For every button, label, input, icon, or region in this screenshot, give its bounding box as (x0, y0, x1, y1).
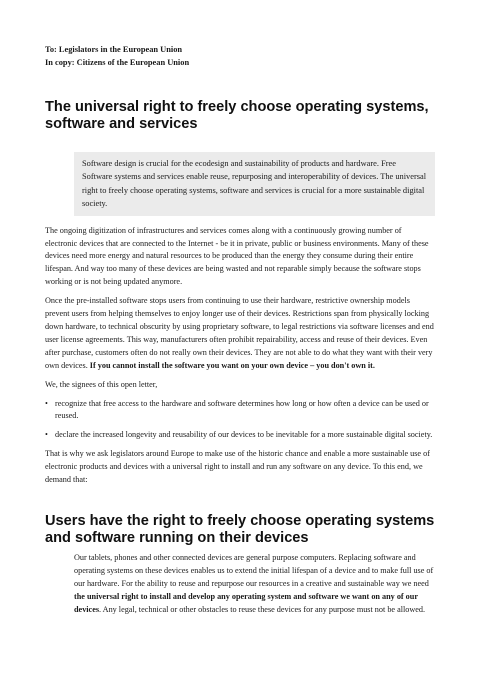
paragraph-right-after: . Any legal, technical or other obstacles to reuse these devices for any purpose must not be allowed. (99, 604, 426, 614)
paragraph-digitization: The ongoing digitization of infrastructures and services comes along with a continuously growing number of electronic devices that are connected to the Internet - be it in private, public or business environments. Many of these devices need more energy and natural resources to be produced than the energy they consume during their entire lifespan. And way too many of these devices are being wasted and not reparable simply because the software stops working or is not being updated anymore. (45, 225, 429, 287)
bullet-icon: • (45, 398, 48, 408)
address-block (45, 43, 435, 69)
paragraph-signees: We, the signees of this open letter, (45, 379, 158, 389)
paragraph-right-bold: the universal right to install and develop any operating system and software we want on any of our devices (74, 591, 418, 614)
paragraph-ownership-bold: If you cannot install the software you want on your own device – you don't own it. (89, 360, 375, 370)
summary-callout: Software design is crucial for the ecodesign and sustainability of products and hardware. Free Software systems and services enable reuse, repurposing and interoperability of devices. The universal right to freely choose operating systems, software and services is crucial for a more sustainable digital society. (74, 152, 435, 216)
document-title: The universal right to freely choose operating systems, software and services (45, 99, 429, 132)
paragraph-right-before: Our tablets, phones and other connected devices are general purpose computers. Replacing software and operating systems on these devices enables us to extend the initial lifespan of a device and to make full use of our hardware. For the ability to reuse and repurpose our resources in a creative and sustainable way we need (74, 552, 434, 588)
paragraph-right-to-choose (74, 552, 435, 617)
paragraph-ownership-text: Once the pre-installed software stops users from continuing to use their hardware, restrictive ownership models prevent users from helping themselves to enjoy longer use of their devices. Restrictions span from physically locking down hardware, to technical obscurity by using proprietary software, to legal restrictions via software licenses and end user license agreements. This way, manufacturers often prohibit repairability, access and reuse of their devices. Even after purchase, customers often do not really own their devices. They are not able to do what they want with their very own devices. (45, 296, 434, 370)
list-item (45, 398, 435, 424)
bullet-icon: • (45, 430, 48, 440)
list-item-text: declare the increased longevity and reusability of our devices to be inevitable for a more sustainable digital society. (55, 430, 433, 440)
section-heading: Users have the right to freely choose operating systems and software running on their devices (45, 512, 435, 546)
list-item (45, 429, 435, 442)
paragraph-demand: That is why we ask legislators around Europe to make use of the historic chance and enable a more sustainable use of electronic products and devices with a universal right to install and run any software on any device. To this end, we demand that: (45, 449, 430, 485)
declaration-list (45, 398, 435, 443)
paragraph-ownership (45, 295, 435, 372)
recipient-line: To: Legislators in the European Union (45, 45, 183, 54)
list-item-text: recognize that free access to the hardware and software determines how long or how often a device can be used or reused. (55, 398, 429, 421)
copy-line: In copy: Citizens of the European Union (45, 58, 190, 67)
